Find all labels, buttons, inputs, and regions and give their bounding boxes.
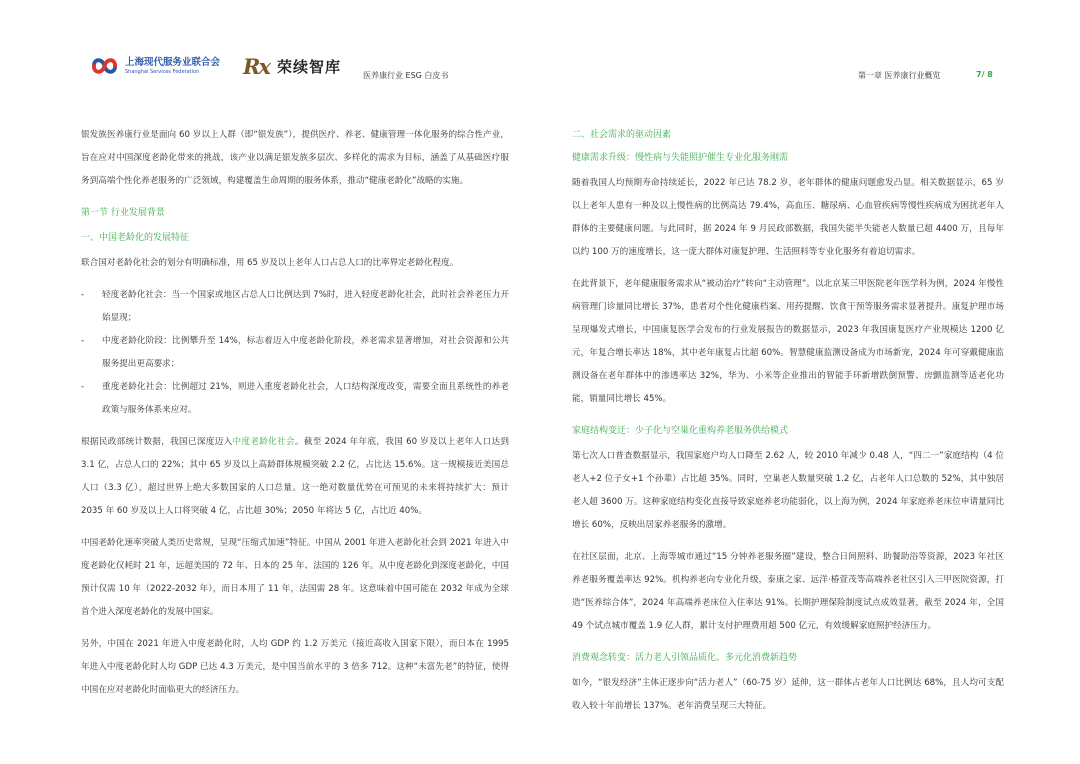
highlight-term: 中度老龄化社会 xyxy=(232,437,295,447)
ssf-logo-mark-icon xyxy=(90,53,119,79)
document-title: 医养康行业 ESG 白皮书 xyxy=(363,71,449,80)
page-number: 7/ 8 xyxy=(976,70,993,79)
gdp-paragraph: 另外，中国在 2021 年进入中度老龄化时，人均 GDP 约 1.2 万美元（接近高收入国家下限），而日本在 1995 年进入中度老龄化时人均 GDP 已达 4.3 万美元，是中国当前水平的 3 倍多 712。这种“未富先老”的特征，使得中国在应对老龄化时面临更大的经济压力。 xyxy=(81,639,509,695)
chapter-label: 第一章 医养康行业概览 xyxy=(858,71,941,80)
ssf-logo-cn: 上海现代服务业联合会 xyxy=(124,56,220,68)
consumption-paragraph: 如今，“银发经济”主体正逐步向“活力老人”（60-75 岁）延伸，这一群体占老年人口比例达 68%，且人均可支配收入较十年前增长 137%。老年消费呈现三大特征。 xyxy=(572,678,1004,711)
list-item: - 中度老龄化阶段：比例攀升至 14%，标志着迈入中度老龄化阶段，养老需求显著增加，对社会资源和公共服务提出更高要求； xyxy=(81,336,509,369)
rongxu-logo-mark: Rx xyxy=(243,53,269,79)
aging-levels-list xyxy=(81,284,509,422)
population-paragraph: 根据民政部统计数据，我国已深度迈入中度老龄化社会。截至 2024 年年底，我国 60 岁及以上老年人口达到 3.1 亿，占总人口的 22%；其中 65 岁及以上高龄群体规模突破 2.2 亿，占比达 15.6%。这一规模接近美国总人口（3.3 亿），超过世界上绝大多数国家的人口总量。这一绝对数量优势在可预见的未来将持续扩大：预计 2035 年 60 岁及以上人口将突破 4 亿，占比超 30%；2050 年将达 5 亿，占比近 40%。 xyxy=(81,437,509,516)
aging-speed-paragraph: 中国老龄化速率突破人类历史常规，呈现“压缩式加速”特征。中国从 2001 年进入老龄化社会到 2021 年进入中度老龄化仅耗时 21 年，远超美国的 72 年、日本的 25 年、法国的 126 年。从中度老龄化到深度老龄化，中国预计仅需 10 年（2022-2032 年），而日本用了 11 年，法国需 28 年。这意味着中国可能在 2032 年成为全球首个进入深度老龄化的发展中国家。 xyxy=(81,538,509,617)
family-paragraph-1: 第七次人口普查数据显示，我国家庭户均人口降至 2.62 人，较 2010 年减少 0.48 人，“四二一”家庭结构（4 位老人+2 位子女+1 个孙辈）占比超 35%。同时，空巢老人数量突破 1.2 亿，占老年人口总数的 52%，其中独居老人超 3600 万。这种家庭结构变化直接导致家庭养老功能弱化，以上海为例，2024 年家庭养老床位申请量同比增长 60%，反映出居家养老服务的激增。 xyxy=(572,451,1004,530)
heading-health-demand: 健康需求升级：慢性病与失能照护催生专业化服务刚需 xyxy=(572,153,789,163)
rongxu-logo xyxy=(243,53,341,79)
ssf-logo-en: Shanghai Services Federation xyxy=(124,68,200,75)
un-standard-paragraph: 联合国对老龄化社会的划分有明确标准，用 65 岁及以上老年人口占总人口的比率界定老龄化程度。 xyxy=(81,258,459,268)
intro-paragraph: 银发族医养康行业是面向 60 岁以上人群（即“银发族”），提供医疗、养老、健康管理一体化服务的综合性产业，旨在应对中国深度老龄化带来的挑战，该产业以满足银发族多层次、多样化的需求为目标，涵盖了从基础医疗服务到高端个性化养老服务的广泛领域，构建覆盖生命周期的服务体系，推动“健康老龄化”战略的实施。 xyxy=(81,130,509,186)
ssf-logo xyxy=(90,53,220,79)
rongxu-logo-name: 荣续智库 xyxy=(276,57,341,76)
health-paragraph-1: 随着我国人均预期寿命持续延长，2022 年已达 78.2 岁，老年群体的健康问题愈发凸显。相关数据显示，65 岁以上老年人患有一种及以上慢性病的比例高达 79.4%，高血压、糖尿病、心血管疾病等慢性疾病成为困扰老年人群体的主要健康问题。与此同时，据 2024 年 9 月民政部数据，我国失能半失能老人数量已超 4400 万，且每年以约 100 万的速度增长，这一庞大群体对康复护理、生活照料等专业化服务有着迫切需求。 xyxy=(572,178,1004,257)
page-header xyxy=(0,0,1080,90)
section-title: 第一节 行业发展背景 xyxy=(81,208,165,218)
right-column xyxy=(572,124,1004,727)
list-item: - 重度老龄化社会：比例超过 21%，则进入重度老龄化社会，人口结构深度改变，需要全面且系统性的养老政策与服务体系来应对。 xyxy=(81,382,509,415)
subsection-title-1: 一、中国老龄化的发展特征 xyxy=(81,233,190,243)
left-column xyxy=(81,124,509,711)
subsection-title-2: 二、社会需求的驱动因素 xyxy=(572,130,672,140)
health-paragraph-2: 在此背景下，老年健康服务需求从“被动治疗”转向“主动管理”。以北京某三甲医院老年医学科为例，2024 年慢性病管理门诊量同比增长 37%，患者对个性化健康档案、用药提醒、饮食干预等服务需求显著提升。康复护理市场呈现爆发式增长，中国康复医学会发布的行业发展报告的数据显示，2023 年我国康复医疗产业规模达 1200 亿元，年复合增长率达 18%，其中老年康复占比超 60%。智慧健康监测设备成为市场新宠，2024 年可穿戴健康监测设备在老年群体中的渗透率达 32%，华为、小米等企业推出的智能手环新增跌倒预警、房颤监测等适老化功能，销量同比增长 45%。 xyxy=(572,279,1004,404)
heading-consumption: 消费观念转变：活力老人引领品质化、多元化消费新趋势 xyxy=(572,653,798,663)
list-item: - 轻度老龄化社会：当一个国家或地区占总人口比例达到 7%时，进入轻度老龄化社会，此时社会养老压力开始显现； xyxy=(81,290,509,323)
heading-family-structure: 家庭结构变迁：少子化与空巢化重构养老服务供给模式 xyxy=(572,426,789,436)
family-paragraph-2: 在社区层面，北京、上海等城市通过“15 分钟养老服务圈”建设，整合日间照料、助餐助浴等资源，2023 年社区养老服务覆盖率达 92%。机构养老向专业化升级，泰康之家、远洋·椿萱茂等高端养老社区引入三甲医院资源，打造“医养综合体”，2024 年高端养老床位入住率达 91%。长期护理保险制度试点成效显著，截至 2024 年，全国 49 个试点城市覆盖 1.9 亿人群，累计支付护理费用超 500 亿元，有效缓解家庭照护经济压力。 xyxy=(572,552,1004,631)
